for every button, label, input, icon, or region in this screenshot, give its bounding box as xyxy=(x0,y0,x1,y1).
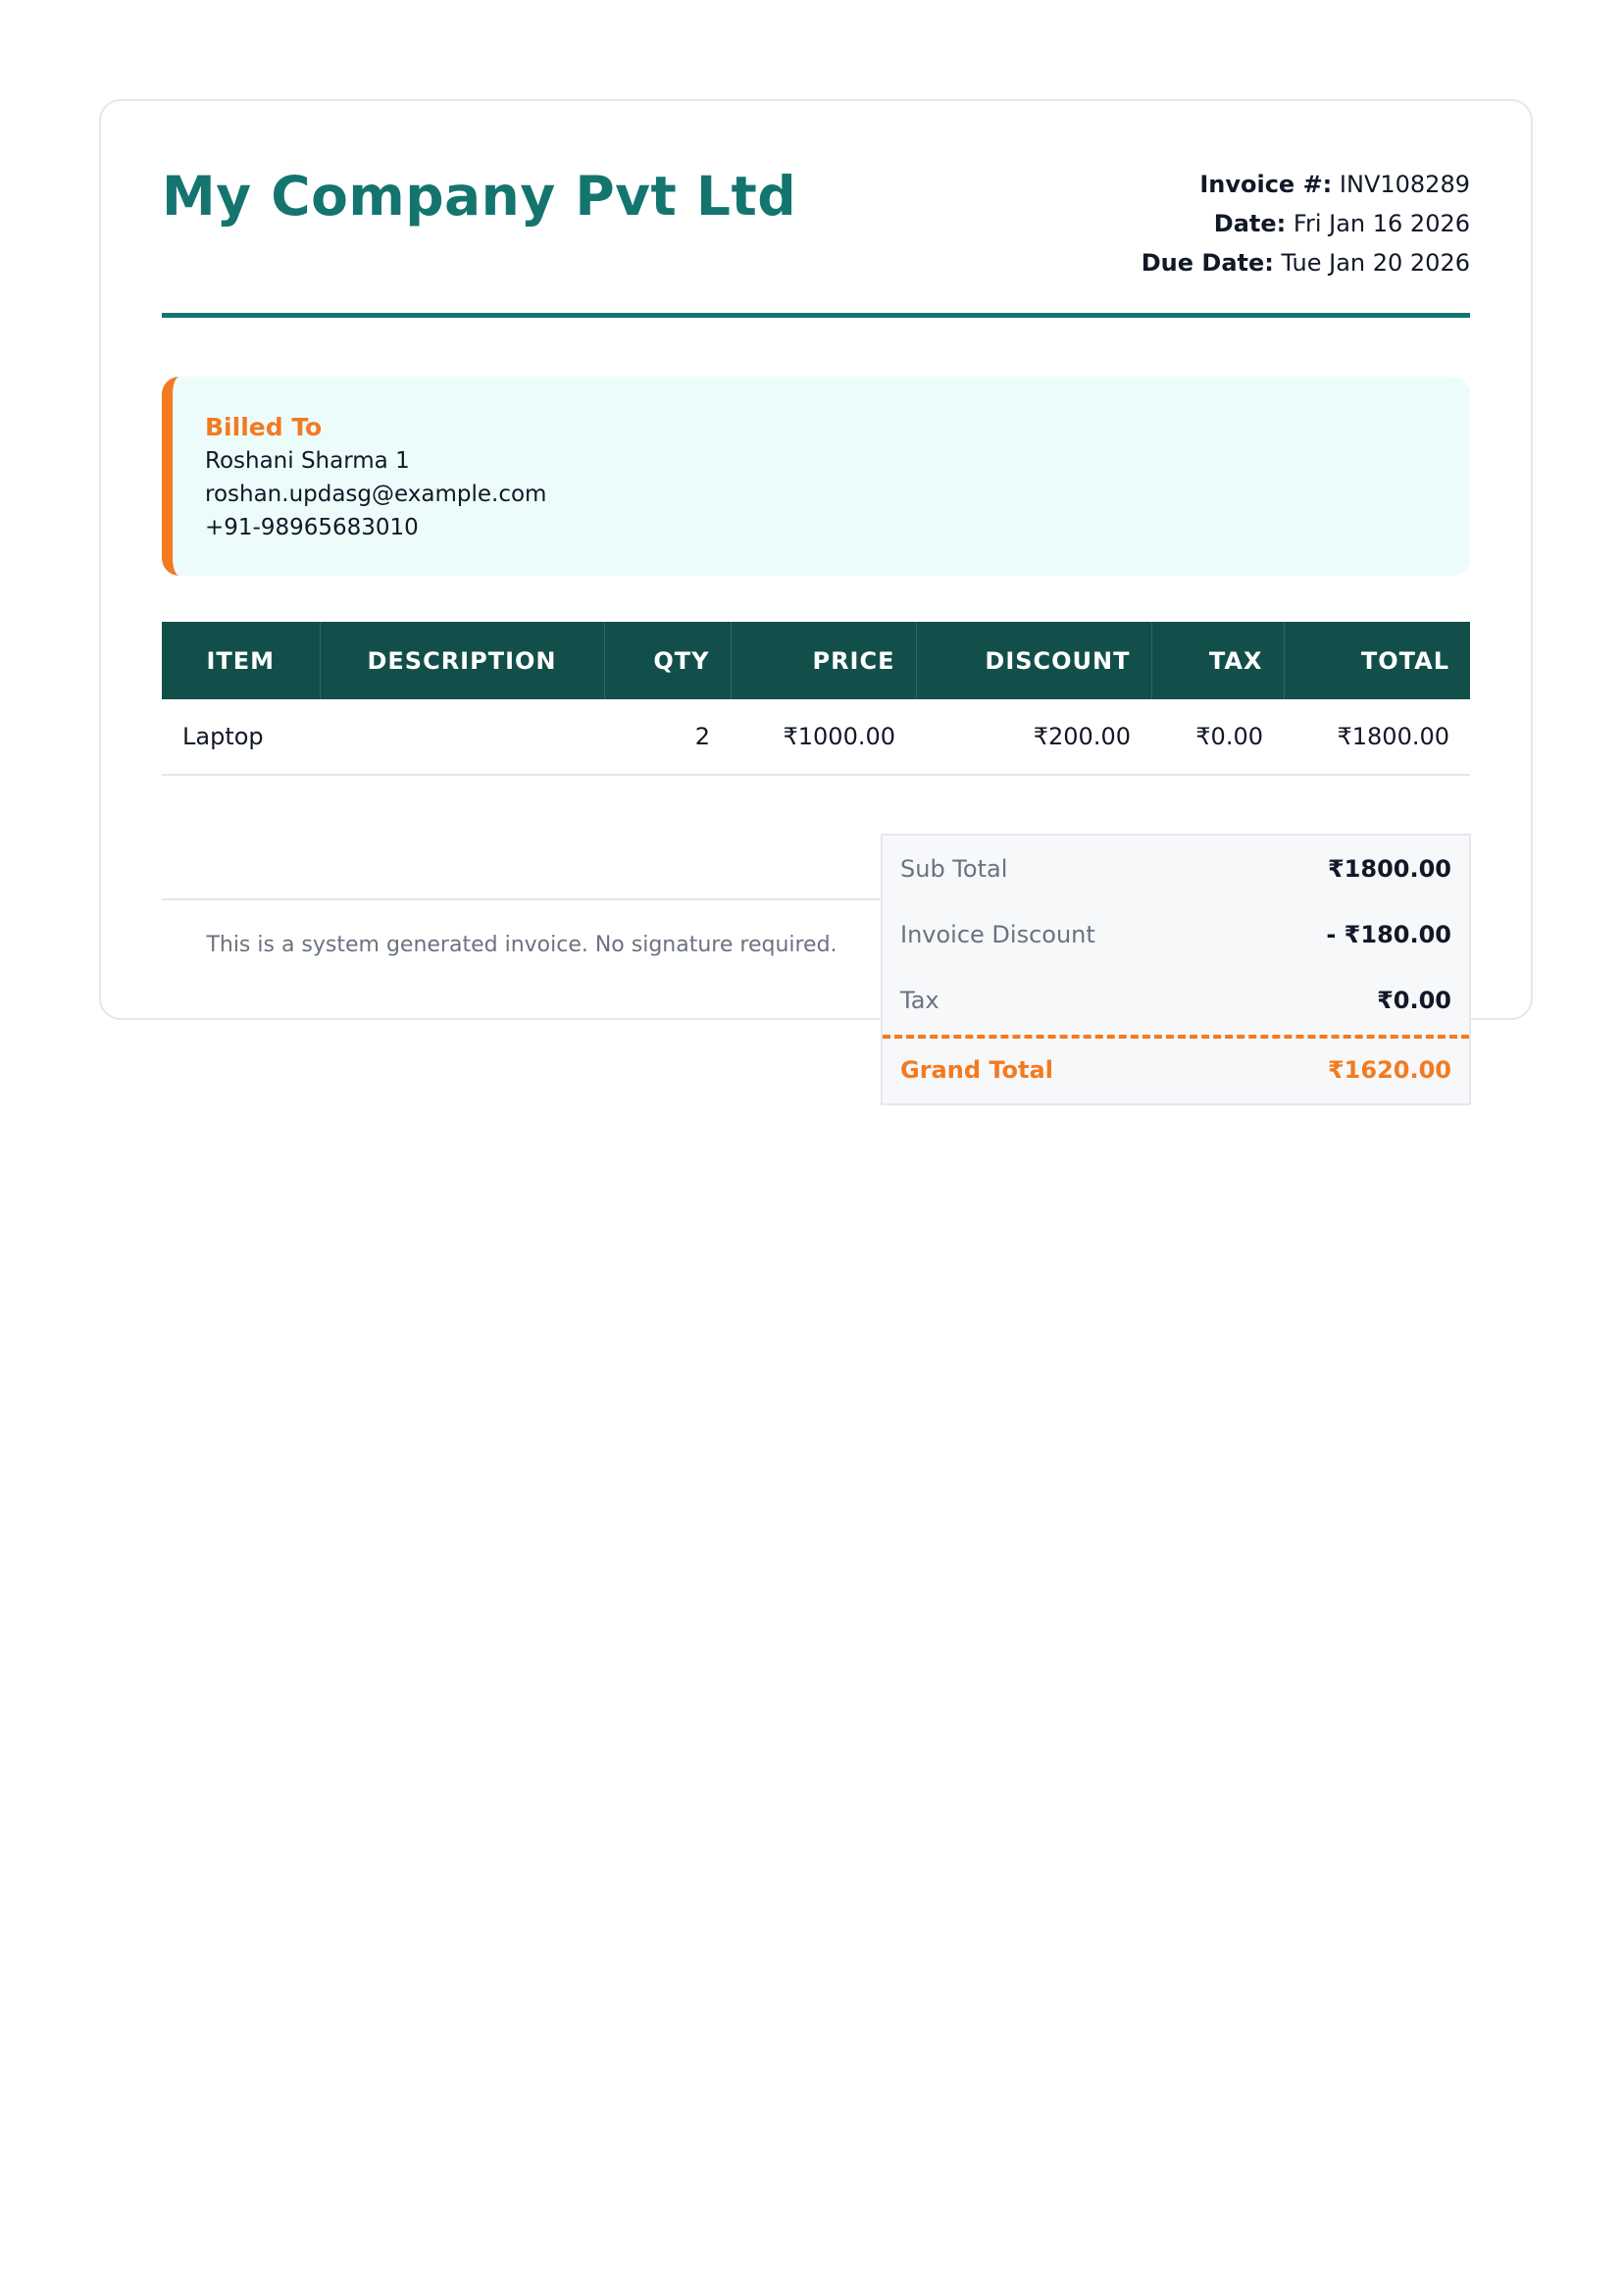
invoice-date-line xyxy=(1142,204,1470,243)
subtotal-label: Sub Total xyxy=(900,855,1008,883)
invoice-meta xyxy=(1142,165,1470,282)
invoice-discount-value: - ₹180.00 xyxy=(1326,921,1451,948)
invoice-discount-label: Invoice Discount xyxy=(900,921,1095,948)
invoice-date-label: Date: xyxy=(1213,210,1287,237)
tax-row xyxy=(900,981,1451,1020)
grand-total-value: ₹1620.00 xyxy=(1327,1056,1451,1084)
cell-discount: ₹200.00 xyxy=(916,699,1151,775)
grand-total-row xyxy=(900,1050,1451,1090)
billed-to-title: Billed To xyxy=(205,413,323,441)
col-header-price: PRICE xyxy=(731,622,916,699)
table-row xyxy=(162,699,1470,775)
invoice-due-line xyxy=(1142,243,1470,282)
footer-divider xyxy=(162,898,882,900)
col-header-description: DESCRIPTION xyxy=(320,622,604,699)
cell-tax: ₹0.00 xyxy=(1151,699,1284,775)
header-divider xyxy=(162,313,1470,318)
col-header-qty: QTY xyxy=(604,622,731,699)
invoice-date: Fri Jan 16 2026 xyxy=(1293,210,1470,237)
grand-total-divider xyxy=(883,1035,1469,1039)
items-table xyxy=(162,622,1470,776)
invoice-due-label: Due Date: xyxy=(1141,249,1274,277)
company-name: My Company Pvt Ltd xyxy=(162,165,797,228)
billed-to-phone: +91-98965683010 xyxy=(205,515,419,540)
invoice-number-line xyxy=(1142,165,1470,204)
tax-value: ₹0.00 xyxy=(1377,987,1451,1014)
items-header-row xyxy=(162,622,1470,699)
subtotal-value: ₹1800.00 xyxy=(1327,855,1451,883)
cell-qty: 2 xyxy=(604,699,731,775)
billed-to-name: Roshani Sharma 1 xyxy=(205,448,410,474)
col-header-item: ITEM xyxy=(162,622,320,699)
col-header-total: TOTAL xyxy=(1284,622,1470,699)
col-header-tax: TAX xyxy=(1151,622,1284,699)
tax-label: Tax xyxy=(900,987,939,1014)
cell-total: ₹1800.00 xyxy=(1284,699,1470,775)
invoice-discount-row xyxy=(900,915,1451,954)
cell-item: Laptop xyxy=(162,699,320,775)
grand-total-label: Grand Total xyxy=(900,1056,1053,1084)
cell-description xyxy=(320,699,604,775)
billed-to-box xyxy=(162,377,1470,576)
footer-note: This is a system generated invoice. No signature required. xyxy=(206,933,837,957)
col-header-discount: DISCOUNT xyxy=(916,622,1151,699)
cell-price: ₹1000.00 xyxy=(731,699,916,775)
billed-to-email: roshan.updasg@example.com xyxy=(205,482,547,507)
subtotal-row xyxy=(900,849,1451,889)
invoice-number: INV108289 xyxy=(1339,171,1470,198)
totals-summary xyxy=(881,834,1471,1105)
invoice-number-label: Invoice #: xyxy=(1199,171,1333,198)
invoice-due-date: Tue Jan 20 2026 xyxy=(1281,249,1470,277)
